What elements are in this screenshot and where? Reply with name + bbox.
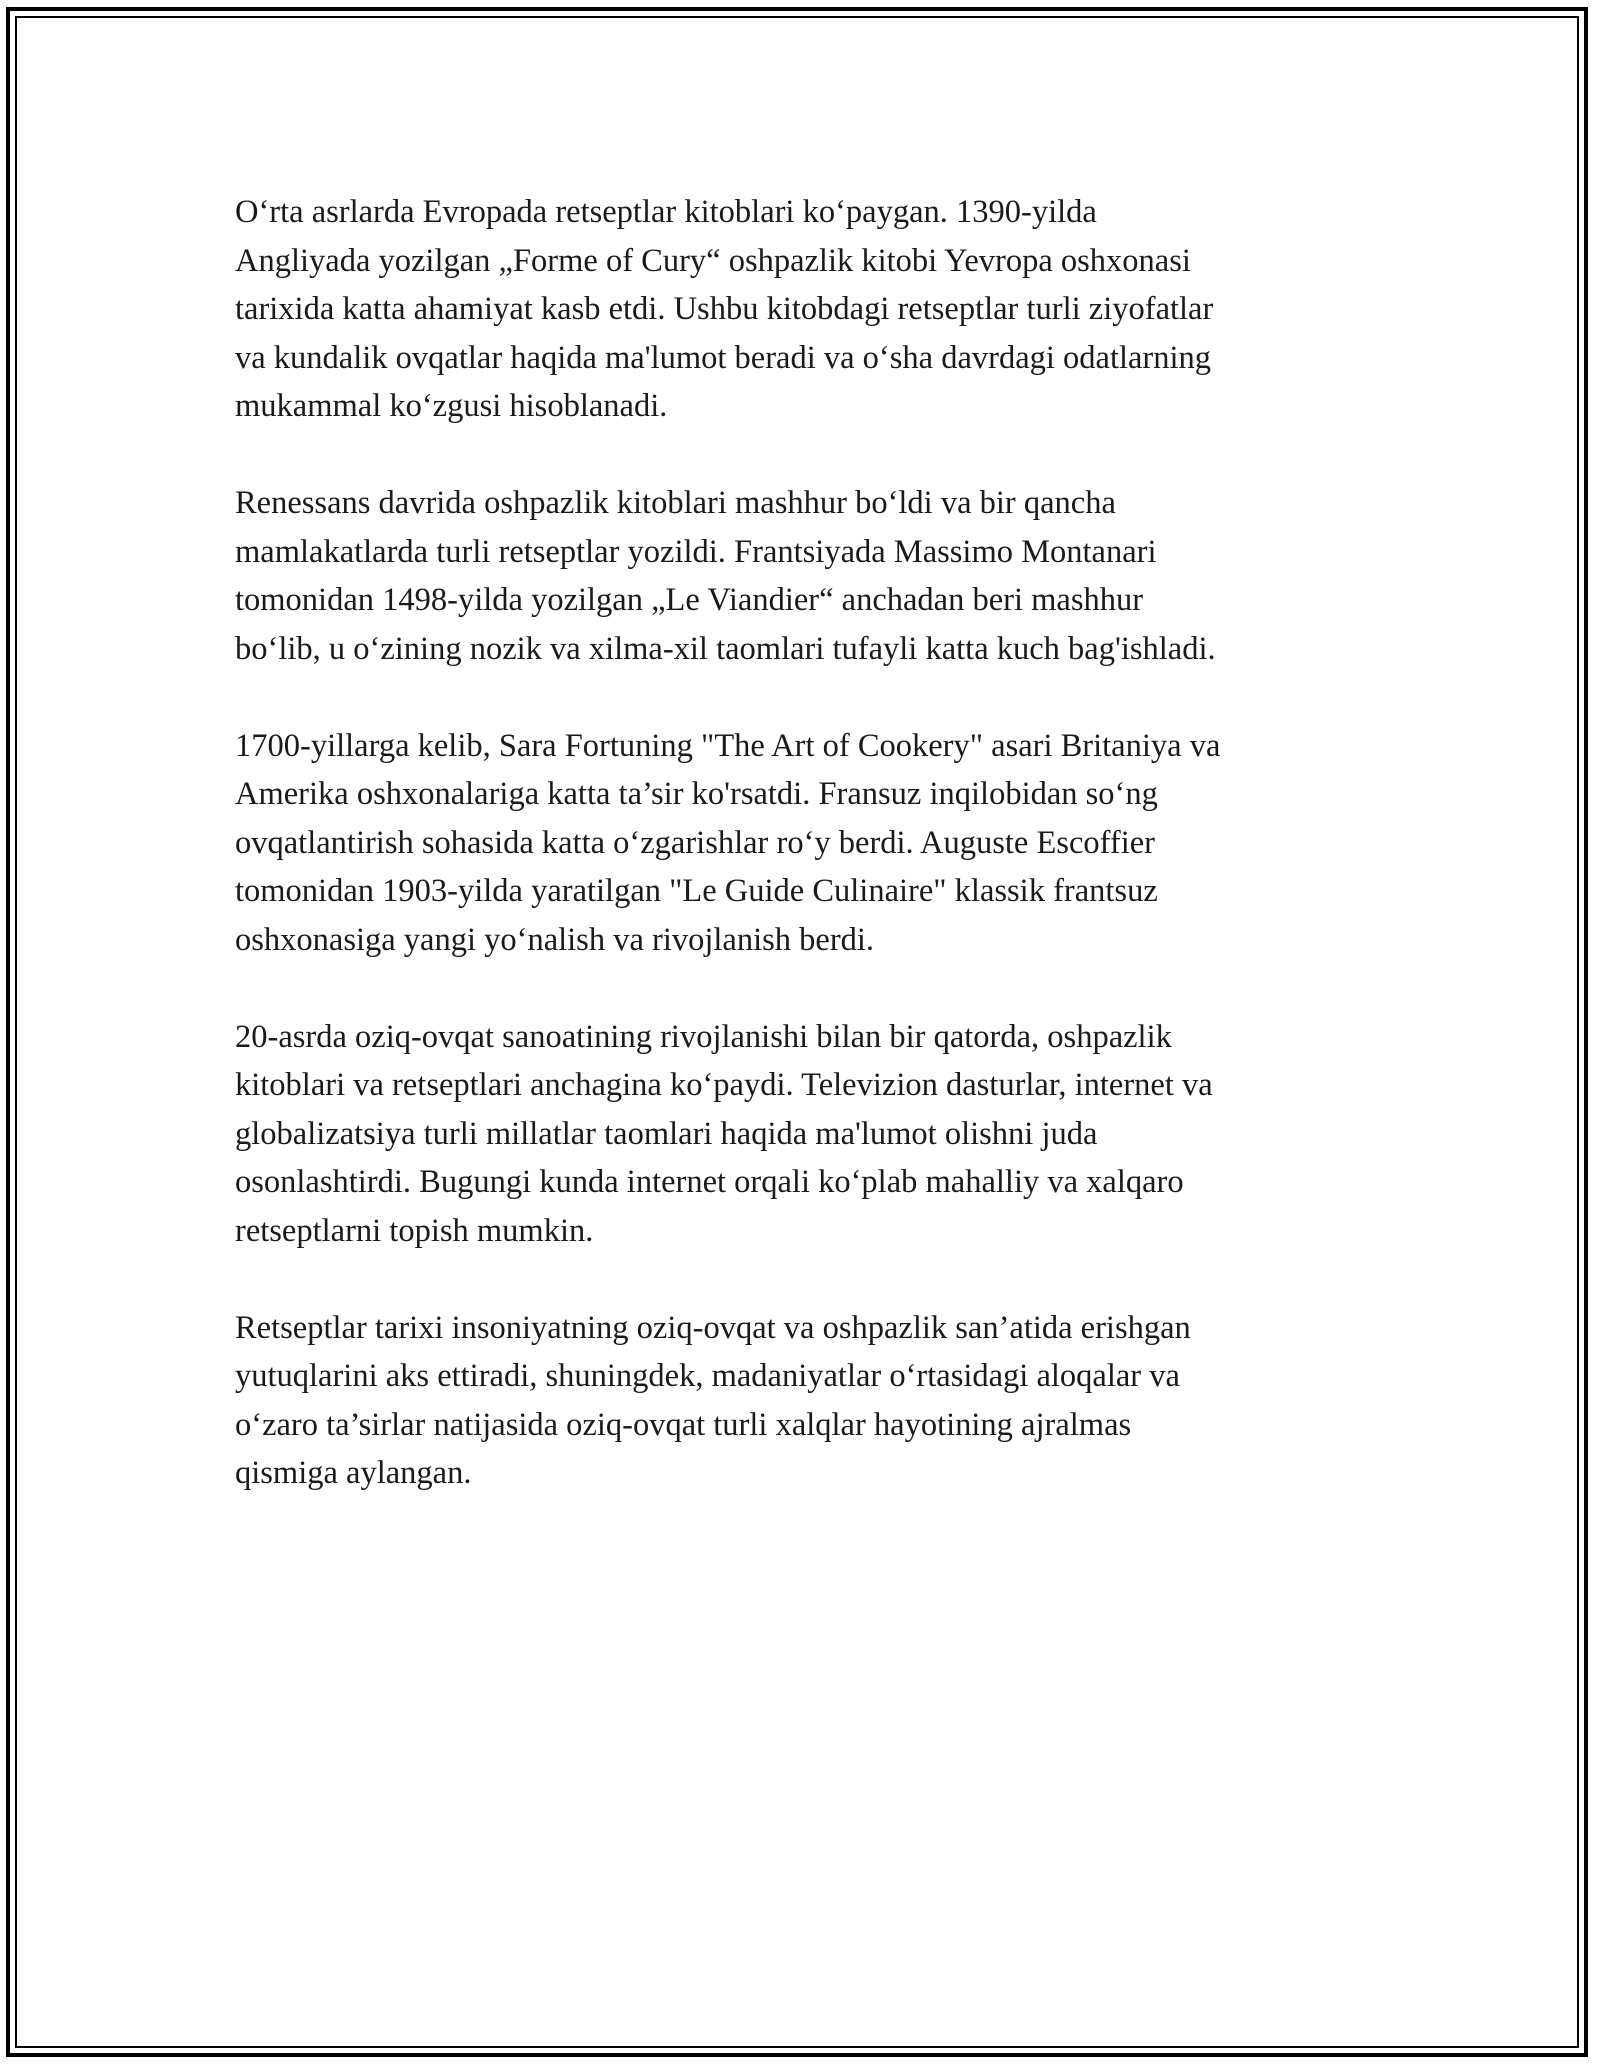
text-line: o‘zaro ta’sirlar natijasida oziq-ovqat turli xalqlar hayotining ajralmas — [235, 1406, 1132, 1443]
paragraph-1 — [235, 188, 1365, 431]
text-line: globalizatsiya turli millatlar taomlari haqida ma'lumot olishni juda — [235, 1115, 1098, 1152]
text-line: tomonidan 1903-yilda yaratilgan "Le Guide Culinaire" klassik frantsuz — [235, 873, 1158, 909]
text-line: ovqatlantirish sohasida katta o‘zgarishlar ro‘y berdi. Auguste Escoffier — [235, 824, 1155, 861]
text-line: Renessans davrida oshpazlik kitoblari mashhur bo‘ldi va bir qancha — [235, 485, 1116, 521]
text-line: Retseptlar tarixi insoniyatning oziq-ovqat va oshpazlik san’atida erishgan — [235, 1309, 1191, 1346]
text-line: O‘rta asrlarda Evropada retseptlar kitoblari ko‘paygan. 1390-yilda — [235, 194, 1097, 230]
text-line: oshxonasiga yangi yo‘nalish va rivojlanish berdi. — [235, 921, 875, 958]
text-line: bo‘lib, u o‘zining nozik va xilma-xil taomlari tufayli katta kuch bag'ishladi. — [235, 630, 1216, 667]
paragraph-2 — [235, 479, 1365, 673]
document-body — [235, 188, 1365, 1546]
text-line: osonlashtirdi. Bugungi kunda internet orqali ko‘plab mahalliy va xalqaro — [235, 1164, 1184, 1200]
text-line: yutuqlarini aks ettiradi, shuningdek, madaniyatlar o‘rtasidagi aloqalar va — [235, 1358, 1180, 1394]
text-line: Angliyada yozilgan „Forme of Cury“ oshpazlik kitobi Yevropa oshxonasi — [235, 242, 1191, 279]
text-line: 20-asrda oziq-ovqat sanoatining rivojlanishi bilan bir qatorda, oshpazlik — [235, 1018, 1172, 1055]
text-line: mamlakatlarda turli retseptlar yozildi. Frantsiyada Massimo Montanari — [235, 533, 1157, 570]
text-line: va kundalik ovqatlar haqida ma'lumot beradi va o‘sha davrdagi odatlarning — [235, 339, 1212, 376]
paragraph-3 — [235, 722, 1365, 965]
paragraph-5 — [235, 1304, 1365, 1498]
text-line: mukammal ko‘zgusi hisoblanadi. — [235, 388, 668, 424]
text-line: retseptlarni topish mumkin. — [235, 1212, 594, 1249]
paragraph-4 — [235, 1013, 1365, 1256]
text-line: 1700-yillarga kelib, Sara Fortuning "The Art of Cookery" asari Britaniya va — [235, 727, 1221, 764]
text-line: tarixida katta ahamiyat kasb etdi. Ushbu kitobdagi retseptlar turli ziyofatlar — [235, 291, 1214, 327]
text-line: Amerika oshxonalariga katta ta’sir ko'rsatdi. Fransuz inqilobidan so‘ng — [235, 776, 1158, 812]
text-line: tomonidan 1498-yilda yozilgan „Le Viandier“ anchadan beri mashhur — [235, 582, 1144, 618]
text-line: kitoblari va retseptlari anchagina ko‘paydi. Televizion dasturlar, internet va — [235, 1067, 1213, 1103]
text-line: qismiga aylangan. — [235, 1455, 472, 1491]
